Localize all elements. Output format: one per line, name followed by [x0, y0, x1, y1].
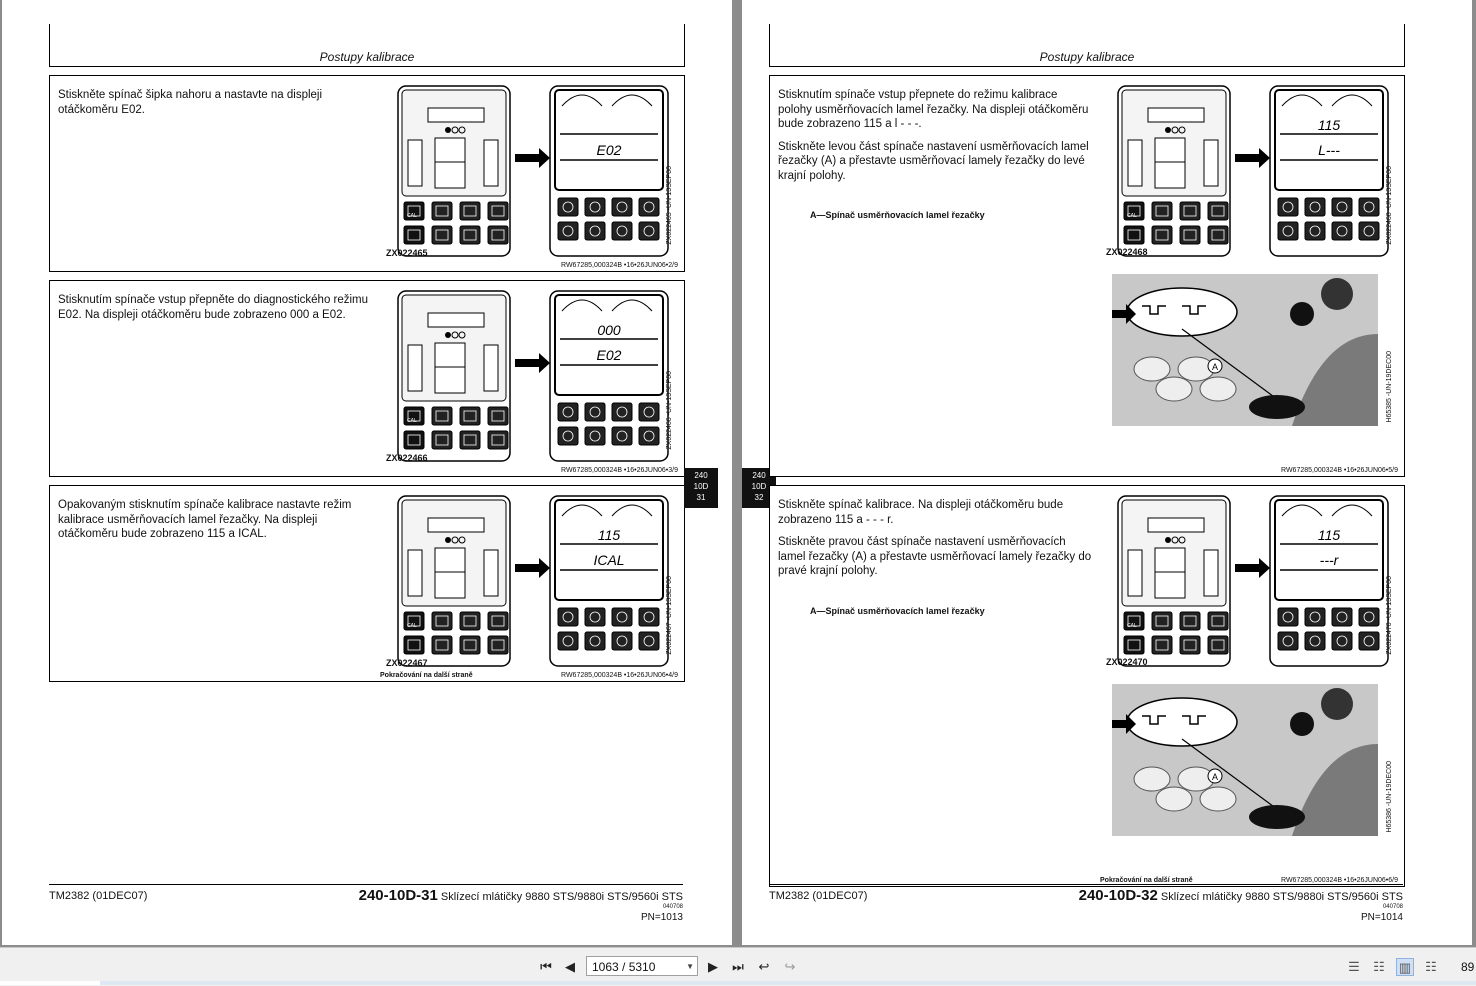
step-paragraph: Opakovaným stisknutím spínače kalibrace nastavte režim kalibrace usměrňovacích lamel řezačky. Na displeji otáčkoměru bude zobrazeno 115 a ICAL. — [58, 499, 352, 540]
keypad-key — [1180, 636, 1200, 654]
display-line-1: 115 — [1317, 117, 1341, 133]
keypad-key — [1152, 636, 1172, 654]
keypad-key — [1208, 636, 1228, 654]
keypad-key — [1208, 612, 1228, 630]
lcd-window — [428, 108, 484, 122]
display-line-2: ---r — [1319, 552, 1339, 568]
indicator-led — [445, 537, 451, 543]
legend: A—Spínač usměrňovacích lamel řezačky — [810, 606, 985, 616]
keypad-key — [1124, 636, 1144, 654]
step-box — [49, 75, 685, 272]
keypad-key — [432, 202, 452, 220]
gauge-right — [484, 140, 498, 186]
step-paragraph: Stiskněte spínač kalibrace. Na displeji otáčkoměru bude zobrazeno 115 a - - - r. — [778, 499, 1064, 526]
page-number-input[interactable] — [586, 956, 698, 976]
display-line-2: L--- — [1318, 142, 1340, 158]
footer-small-code: 040708 — [1382, 904, 1403, 910]
step-box — [49, 280, 685, 477]
footer-small-code: 040708 — [662, 904, 683, 910]
gauge-left — [1128, 140, 1142, 186]
keypad-key — [488, 407, 508, 425]
display-key — [612, 198, 632, 216]
step-text — [58, 88, 373, 125]
cal-key-label: CAL — [407, 213, 417, 219]
keypad-key — [404, 226, 424, 244]
display-key — [585, 403, 605, 421]
page-header — [769, 24, 1405, 67]
arrow-head — [539, 148, 550, 168]
switch-callout-bubble — [1127, 288, 1237, 336]
keypad-key — [1152, 226, 1172, 244]
figure-code: ZX022467 — [386, 658, 428, 668]
console-button — [1200, 377, 1236, 401]
display-key — [1359, 608, 1379, 626]
console-knob — [1290, 712, 1314, 736]
lcd-window — [1148, 108, 1204, 122]
arrow-shaft — [515, 154, 539, 162]
cal-key-label: CAL — [1127, 213, 1137, 219]
legend: A—Spínač usměrňovacích lamel řezačky — [810, 210, 985, 220]
step-box — [769, 75, 1405, 477]
lcd-window — [428, 313, 484, 327]
figure-code: ZX022465 — [386, 248, 428, 258]
keypad-key — [488, 612, 508, 630]
console-knob — [1290, 302, 1314, 326]
header-title: Postupy kalibrace — [1039, 50, 1135, 64]
controller-figure — [390, 84, 680, 264]
console-button — [1156, 787, 1192, 811]
display-key — [558, 427, 578, 445]
figure-vertical-code: ZX022468 -UN-13SEP00 — [1386, 166, 1393, 245]
indicator-led — [1165, 537, 1171, 543]
doc-id: TM2382 (01DEC07) — [49, 890, 148, 902]
figure-vertical-code: ZX022467 -UN-13SEP00 — [666, 576, 673, 655]
step-text — [778, 498, 1093, 587]
left-page — [2, 0, 732, 945]
gauge-right — [1204, 140, 1218, 186]
arrow-shaft — [1235, 564, 1259, 572]
section-tab — [684, 468, 718, 508]
reference-code: RW67285,000324B •16•26JUN06•6/9 — [1281, 877, 1398, 884]
pn-code: PN=1014 — [1361, 912, 1403, 923]
photo-vertical-code: H65386 -UN-19DEC00 — [1386, 761, 1393, 833]
taskbar-tab[interactable] — [0, 981, 100, 985]
lcd-window — [428, 518, 484, 532]
arrow-head — [539, 353, 550, 373]
callout-letter: A — [1211, 362, 1219, 372]
lcd-window — [1148, 518, 1204, 532]
page-title: Sklízecí mlátičky 9880 STS/9880i STS/9560i STS — [440, 891, 683, 903]
page-number: 240-10D-32 — [1078, 887, 1158, 904]
keypad-key — [488, 636, 508, 654]
keypad-key — [1152, 612, 1172, 630]
console-knob — [1321, 688, 1353, 720]
continuous-icon[interactable]: ☷ — [1373, 959, 1385, 974]
page-number-line — [1079, 887, 1403, 904]
display-key — [1359, 222, 1379, 240]
step-paragraph: Stiskněte spínač šipka nahoru a nastavte na displeji otáčkoměru E02. — [58, 89, 323, 116]
display-key — [1332, 632, 1352, 650]
chevron-down-icon[interactable]: ▼ — [686, 962, 694, 971]
keypad-key — [488, 202, 508, 220]
keypad-key — [460, 636, 480, 654]
continued-note: Pokračování na další straně — [1100, 877, 1193, 884]
go-forward-icon[interactable]: ↪ — [784, 959, 796, 974]
continuous-facing-icon[interactable]: ☷ — [1425, 959, 1437, 974]
keypad-key — [432, 636, 452, 654]
display-key — [585, 198, 605, 216]
first-page-icon[interactable]: ⏮ — [540, 959, 552, 974]
figure-code: ZX022470 — [1106, 657, 1148, 667]
arrow-head — [1259, 558, 1270, 578]
controller-figure — [390, 289, 680, 469]
display-key — [639, 608, 659, 626]
photo-vertical-code: H65385 -UN-19DEC00 — [1386, 351, 1393, 423]
console-button — [1134, 767, 1170, 791]
step-box — [769, 485, 1405, 887]
page-footer — [49, 884, 683, 925]
display-key — [639, 198, 659, 216]
display-key — [1359, 198, 1379, 216]
section-tab-line: 31 — [696, 493, 706, 502]
display-key — [639, 403, 659, 421]
reference-code: RW67285,000324B •16•26JUN06•5/9 — [1281, 467, 1398, 474]
arrow-shaft — [515, 359, 539, 367]
callout-letter: A — [1211, 772, 1219, 782]
gauge-right — [1204, 550, 1218, 596]
zoom-level[interactable]: 89 — [1461, 960, 1475, 974]
keypad-key — [460, 407, 480, 425]
display-key — [1332, 198, 1352, 216]
keypad-key — [1180, 202, 1200, 220]
display-line-2: E02 — [596, 142, 622, 158]
keypad-key — [432, 407, 452, 425]
louver-switch — [1249, 805, 1305, 829]
keypad-key — [432, 226, 452, 244]
display-key — [558, 198, 578, 216]
display-line-1: 000 — [597, 322, 621, 338]
display-key — [1278, 632, 1298, 650]
page-title: Sklízecí mlátičky 9880 STS/9880i STS/9560i STS — [1160, 891, 1403, 903]
page-header — [49, 24, 685, 67]
indicator-led — [445, 332, 451, 338]
single-page-icon[interactable]: ☰ — [1348, 959, 1360, 974]
step-box — [49, 485, 685, 682]
display-line-2: E02 — [596, 347, 622, 363]
step-paragraph: Stisknutím spínače vstup přepněte do diagnostického režimu E02. Na displeji otáčkoměru bude zobrazeno 000 a E02. — [58, 294, 369, 321]
display-line-1: 115 — [1317, 527, 1341, 543]
section-tab-line: 32 — [754, 493, 764, 502]
display-key — [612, 632, 632, 650]
keypad-key — [1180, 226, 1200, 244]
section-tab-line: 10D — [693, 482, 709, 491]
louver-switch — [1249, 395, 1305, 419]
figure-vertical-code: ZX022465 -UN-13SEP00 — [666, 166, 673, 245]
continued-note: Pokračování na další straně — [380, 672, 473, 679]
display-key — [639, 427, 659, 445]
display-key — [1332, 222, 1352, 240]
display-key — [585, 632, 605, 650]
figure-vertical-code: ZX022466 -UN-13SEP00 — [666, 371, 673, 450]
prev-page-icon[interactable]: ◀ — [565, 959, 575, 974]
display-key — [1278, 608, 1298, 626]
keypad-key — [460, 226, 480, 244]
step-paragraph: Stiskněte pravou část spínače nastavení usměrňovacích lamel řezačky (A) a přestavte usměrňovací lamely řezačky do pravé krajní polohy. — [778, 536, 1092, 577]
controller-figure — [390, 494, 680, 674]
display-key — [558, 632, 578, 650]
display-key — [612, 222, 632, 240]
gauge-center — [435, 343, 465, 393]
console-knob — [1321, 278, 1353, 310]
gauge-right — [484, 550, 498, 596]
display-key — [639, 222, 659, 240]
display-line-1: 115 — [597, 527, 621, 543]
display-key — [1305, 632, 1325, 650]
gauge-left — [408, 345, 422, 391]
section-tab-line: 240 — [752, 471, 766, 480]
figure-vertical-code: ZX022470 -UN-13SEP00 — [1386, 576, 1393, 655]
step-text — [58, 498, 373, 550]
keypad-key — [1208, 202, 1228, 220]
keypad-key — [1124, 226, 1144, 244]
page-footer — [769, 884, 1403, 925]
step-text — [778, 88, 1093, 191]
display-line-2: ICAL — [593, 552, 625, 568]
doc-id: TM2382 (01DEC07) — [769, 890, 868, 902]
gauge-center — [1155, 138, 1185, 188]
page-number-line — [359, 887, 683, 904]
taskbar-strip — [0, 981, 1476, 985]
console-button — [1200, 787, 1236, 811]
next-page-icon[interactable]: ▶ — [708, 959, 718, 974]
display-key — [1305, 608, 1325, 626]
gauge-left — [408, 550, 422, 596]
keypad-key — [432, 612, 452, 630]
keypad-key — [460, 612, 480, 630]
keypad-key — [432, 431, 452, 449]
cal-key-label: CAL — [407, 418, 417, 424]
controller-figure — [1110, 494, 1400, 674]
arrow-head — [1259, 148, 1270, 168]
controller-figure — [1110, 84, 1400, 264]
keypad-key — [404, 636, 424, 654]
console-button — [1156, 377, 1192, 401]
reference-code: RW67285,000324B •16•26JUN06•3/9 — [561, 467, 678, 474]
indicator-led — [445, 127, 451, 133]
keypad-key — [1180, 612, 1200, 630]
switch-photo — [1112, 684, 1378, 836]
gauge-right — [484, 345, 498, 391]
display-key — [1332, 608, 1352, 626]
display-key — [1305, 222, 1325, 240]
gauge-center — [1155, 548, 1185, 598]
facing-icon[interactable]: ▥ — [1396, 958, 1414, 976]
last-page-icon[interactable]: ⏭ — [732, 959, 744, 974]
reference-code: RW67285,000324B •16•26JUN06•4/9 — [561, 672, 678, 679]
display-key — [1278, 198, 1298, 216]
cal-key-label: CAL — [1127, 623, 1137, 629]
switch-callout-bubble — [1127, 698, 1237, 746]
display-key — [1305, 198, 1325, 216]
keypad-key — [1208, 226, 1228, 244]
page-number-value: 1063 / 5310 — [592, 960, 656, 974]
arrow-head — [539, 558, 550, 578]
figure-code: ZX022466 — [386, 453, 428, 463]
gauge-left — [1128, 550, 1142, 596]
keypad-key — [460, 202, 480, 220]
arrow-shaft — [1235, 154, 1259, 162]
figure-code: ZX022468 — [1106, 247, 1148, 257]
switch-photo — [1112, 274, 1378, 426]
display-key — [1278, 222, 1298, 240]
display-key — [612, 427, 632, 445]
console-button — [1134, 357, 1170, 381]
step-text — [58, 293, 373, 330]
display-screen — [555, 295, 663, 395]
page-number: 240-10D-31 — [358, 887, 438, 904]
display-screen — [555, 500, 663, 600]
display-key — [612, 403, 632, 421]
keypad-key — [488, 431, 508, 449]
gauge-center — [435, 138, 465, 188]
display-key — [585, 222, 605, 240]
header-title: Postupy kalibrace — [319, 50, 415, 64]
display-screen — [1275, 500, 1383, 600]
pn-code: PN=1013 — [641, 912, 683, 923]
go-back-icon[interactable]: ↩ — [758, 959, 770, 974]
display-key — [1359, 632, 1379, 650]
display-key — [585, 608, 605, 626]
section-tab-line: 10D — [751, 482, 767, 491]
cal-key-label: CAL — [407, 623, 417, 629]
section-tab-line: 240 — [694, 471, 708, 480]
keypad-key — [1152, 202, 1172, 220]
keypad-key — [460, 431, 480, 449]
keypad-key — [488, 226, 508, 244]
keypad-key — [404, 431, 424, 449]
display-key — [558, 222, 578, 240]
display-screen — [555, 90, 663, 190]
display-key — [585, 427, 605, 445]
display-key — [639, 632, 659, 650]
step-paragraph: Stiskněte levou část spínače nastavení usměrňovacích lamel řezačky (A) a přestavte usměrňovací lamely řezačky do levé krajní polohy. — [778, 140, 1089, 182]
display-key — [558, 608, 578, 626]
display-key — [558, 403, 578, 421]
indicator-led — [1165, 127, 1171, 133]
display-key — [612, 608, 632, 626]
gauge-center — [435, 548, 465, 598]
gauge-left — [408, 140, 422, 186]
reference-code: RW67285,000324B •16•26JUN06•2/9 — [561, 262, 678, 269]
step-paragraph: Stisknutím spínače vstup přepnete do režimu kalibrace polohy usměrňovacích lamel řezačky. Na displeji otáčkoměru bude zobrazeno 115 a l - - -. — [778, 89, 1089, 130]
right-page — [742, 0, 1472, 945]
display-screen — [1275, 90, 1383, 190]
arrow-shaft — [515, 564, 539, 572]
